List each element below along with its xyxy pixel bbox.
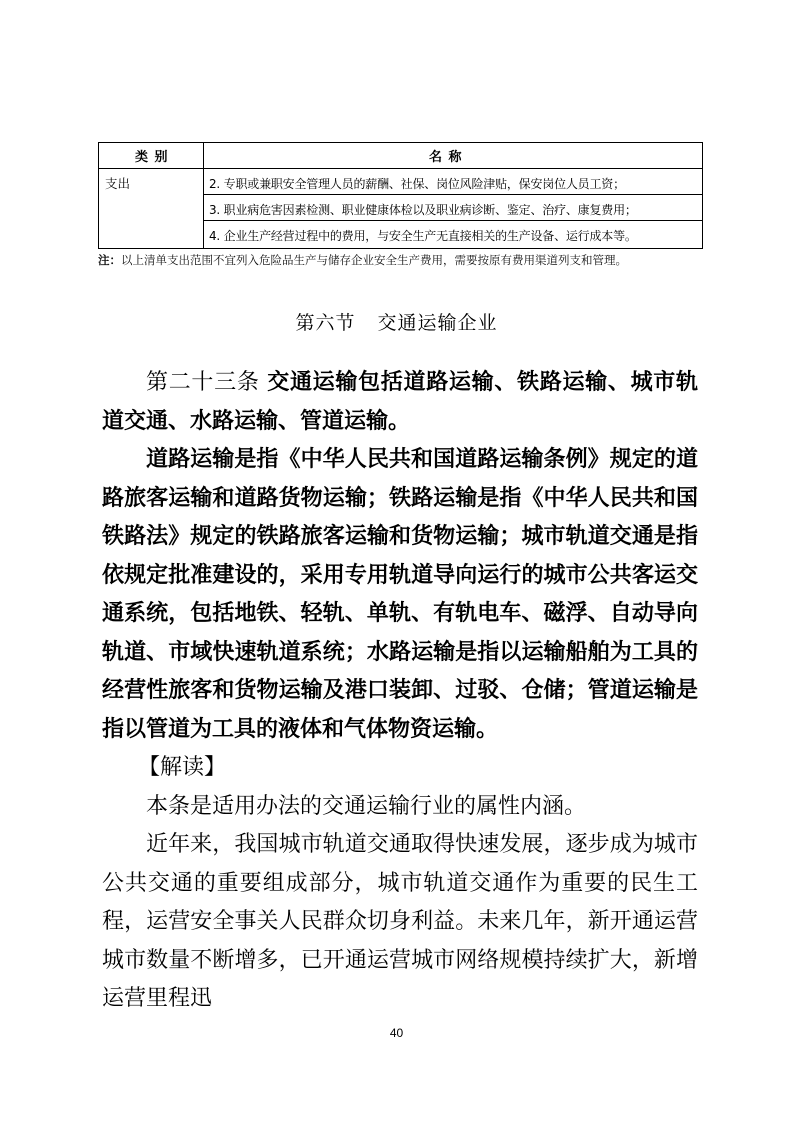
table-item: 4. 企业生产经营过程中的费用，与安全生产无直接相关的生产设备、运行成本等。 [209,229,637,243]
note-label: 注： [98,253,121,267]
table-header-category: 类 别 [135,150,169,165]
interpretation-label: 【解读】 [138,755,227,780]
section-heading [0,308,793,335]
article-number: 第二十三条 [146,370,260,395]
page-number: 40 [389,1026,404,1040]
section-title: 交通运输企业 [377,312,498,334]
definition-paragraph: 道路运输是指《中华人民共和国道路运输条例》规定的道路旅客运输和道路货物运输；铁路运输是指《中华人民共和国铁路法》规定的铁路旅客运输和货物运输；城市轨道交通是指依规定批准建设的，采用专用轨道导向运行的城市公共客运交通系统，包括地铁、轻轨、单轨、有轨电车、磁浮、自动导向轨道、市域快速轨道系统；水路运输是指以运输船舶为工具的经营性旅客和货物运输及港口装卸、过驳、仓储；管道运输是指以管道为工具的液体和气体物资运输。 [102,447,698,742]
table-item: 2. 专职或兼职安全管理人员的薪酬、社保、岗位风险津贴，保安岗位人员工资； [209,177,625,191]
table-note [98,250,703,270]
article-block [102,364,698,1019]
note-text: 以上清单支出范围不宜列入危险品生产与储存企业安全生产费用，需要按原有费用渠道列支和管理。 [121,253,627,267]
table-item: 3. 职业病危害因素检测、职业健康体检以及职业病诊断、鉴定、治疗、康复费用； [209,203,637,217]
article-text: 交通运输包括道路运输、铁路运输、城市轨道交通、水路运输、管道运输。 [102,370,698,434]
table-header-name: 名 称 [429,150,463,165]
interpretation-paragraph: 近年来，我国城市轨道交通取得快速发展，逐步成为城市公共交通的重要组成部分，城市轨道交通作为重要的民生工程，运营安全事关人民群众切身利益。未来几年，新开通运营城市数量不断增多，已开通运营城市网络规模持续扩大，新增运营里程迅 [102,832,698,1011]
table-category-cell: 支出 [105,176,131,191]
table-header-divider [99,168,702,169]
expense-table [98,142,703,249]
table-row-divider [203,220,702,221]
table-row-divider [203,194,702,195]
section-number: 第六节 [295,312,356,334]
table-column-divider [203,143,204,248]
interpretation-paragraph: 本条是适用办法的交通运输行业的属性内涵。 [146,793,587,819]
